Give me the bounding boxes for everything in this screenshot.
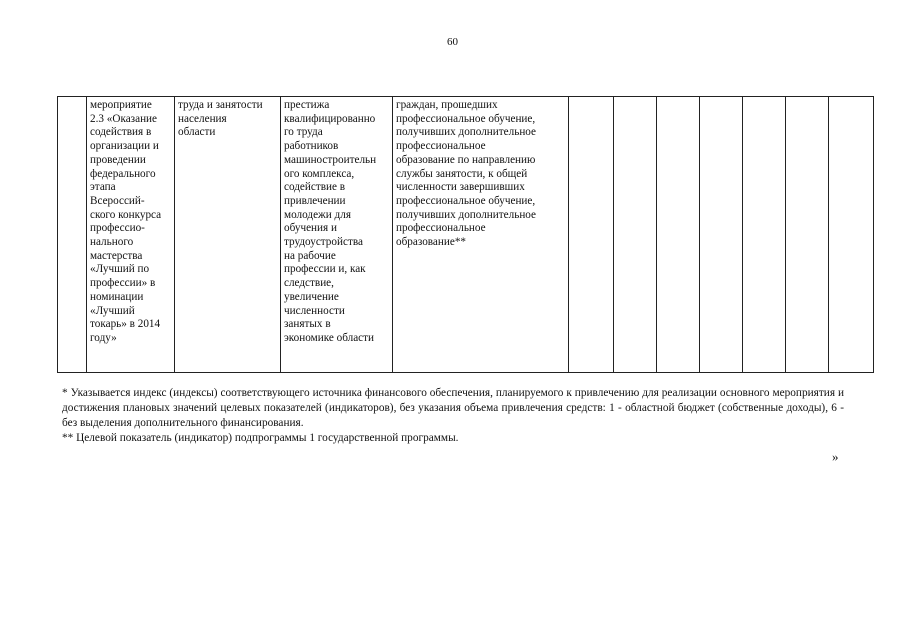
cell-value — [829, 97, 874, 373]
cell-value — [700, 97, 743, 373]
measures-table — [57, 96, 874, 373]
closing-quote: » — [832, 449, 839, 464]
cell-value — [657, 97, 700, 373]
cell-value — [569, 97, 614, 373]
table-row — [58, 97, 874, 373]
page-number: 60 — [447, 36, 458, 48]
cell-value — [743, 97, 786, 373]
cell-value — [786, 97, 829, 373]
footnotes — [62, 386, 844, 446]
cell-expected-result: престижа квалифицированно го труда работников машиностроительн ого комплекса, содействие в привлечении молодежи для обучения и трудоустройства на рабочие профессии и, как следствие, увеличение численности занятых в экономике области — [281, 97, 393, 373]
footnote-target-indicator: ** Целевой показатель (индикатор) подпрограммы 1 государственной программы. — [62, 432, 459, 444]
footnote-funding-source: * Указывается индекс (индексы) соответствующего источника финансового обеспечения, планируемого к привлечению для реализации основного мероприятия и достижения плановых значений целевых показателей (индикаторов), без указания объема привлечения средств: 1 - областной бюджет (собственные доходы), 6 - без выделения дополнительного финансирования. — [62, 387, 844, 429]
cell-executor: труда и занятости населения области — [175, 97, 281, 373]
cell-value — [614, 97, 657, 373]
cell-measure-name: мероприятие 2.3 «Оказание содействия в организации и проведении федерального этапа Всероссий- ского конкурса профессио- нального мастерства «Лучший по профессии» в номинации «Лучший токарь» в 2014 году» — [87, 97, 175, 373]
cell-indicator: граждан, прошедших профессиональное обучение, получивших дополнительное профессиональное образование по направлению службы занятости, к общей численности завершивших профессиональное обучение, получивших дополнительное профессиональное образование** — [393, 97, 569, 373]
cell-index — [58, 97, 87, 373]
